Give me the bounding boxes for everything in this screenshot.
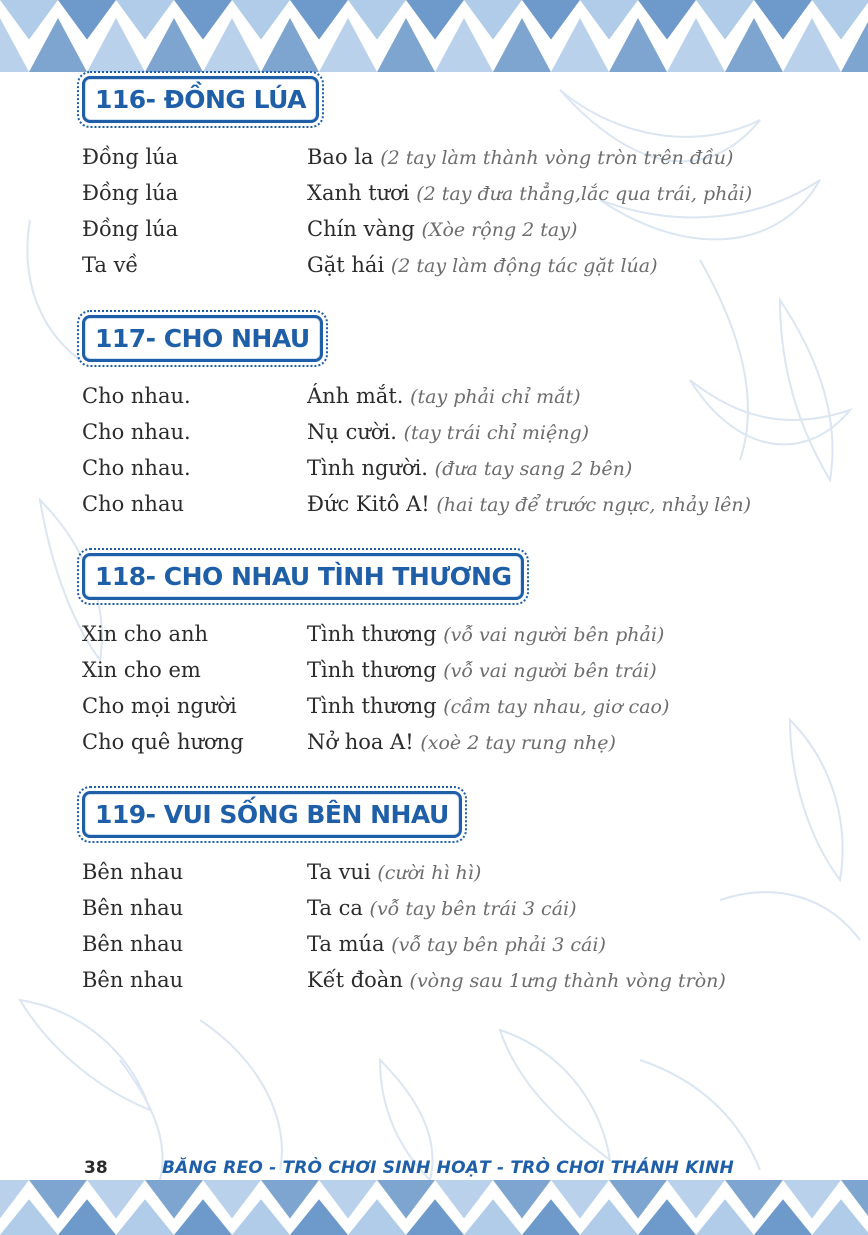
gesture-instruction: (tay trái chỉ miệng) (403, 422, 590, 444)
gesture-instruction: (cười hì hì) (377, 862, 482, 884)
verse-list (82, 145, 822, 289)
section-heading-box (82, 76, 319, 123)
verse-row (82, 730, 822, 766)
book-title: BĂNG REO - TRÒ CHƠI SINH HOẠT - TRÒ CHƠI THÁNH KINH (162, 1158, 734, 1178)
verse-response (307, 896, 577, 920)
border-triangle (174, 0, 232, 40)
verse-list (82, 384, 822, 528)
section-heading-box (82, 791, 462, 838)
response-text: Đức Kitô A! (307, 492, 437, 516)
border-triangle (638, 0, 696, 40)
verse-row (82, 420, 822, 456)
verse-response (307, 181, 752, 205)
verse-row (82, 622, 822, 658)
verse-row (82, 456, 822, 492)
verse-call: Bên nhau (82, 932, 184, 956)
verse-call: Cho mọi người (82, 694, 237, 718)
verse-response (307, 253, 658, 277)
verse-call: Bên nhau (82, 968, 184, 992)
verse-list (82, 860, 822, 1004)
response-text: Ta vui (307, 860, 378, 884)
response-text: Kết đoàn (307, 968, 410, 992)
verse-row (82, 217, 822, 253)
response-text: Tình thương (307, 694, 444, 718)
response-text: Tình người. (307, 456, 435, 480)
page-footer (84, 1153, 824, 1183)
verse-response (307, 932, 606, 956)
verse-row (82, 860, 822, 896)
response-text: Chín vàng (307, 217, 422, 241)
response-text: Bao la (307, 145, 381, 169)
section-heading: 119- VUI SỐNG BÊN NHAU (95, 800, 449, 829)
gesture-instruction: (vỗ tay bên phải 3 cái) (391, 934, 606, 956)
border-triangle (58, 0, 116, 40)
response-text: Ta ca (307, 896, 370, 920)
verse-row (82, 492, 822, 528)
response-text: Nở hoa A! (307, 730, 421, 754)
response-text: Nụ cười. (307, 420, 404, 444)
gesture-instruction: (2 tay làm động tác gặt lúa) (390, 255, 658, 277)
border-triangle (290, 0, 348, 40)
verse-row (82, 384, 822, 420)
verse-call: Đồng lúa (82, 181, 179, 205)
verse-row (82, 181, 822, 217)
verse-call: Bên nhau (82, 860, 184, 884)
section-heading: 116- ĐỒNG LÚA (95, 85, 307, 114)
verse-row (82, 658, 822, 694)
verse-row (82, 932, 822, 968)
border-triangle (116, 0, 174, 40)
section-118 (82, 553, 822, 766)
verse-row (82, 694, 822, 730)
response-text: Tình thương (307, 658, 444, 682)
verse-response (307, 968, 726, 992)
verse-call: Cho nhau. (82, 456, 191, 480)
verse-response (307, 456, 632, 480)
border-triangle (0, 0, 58, 40)
verse-response (307, 860, 481, 884)
section-119 (82, 791, 822, 1004)
gesture-instruction: (cầm tay nhau, giơ cao) (443, 696, 670, 718)
verse-response (307, 658, 657, 682)
section-heading-box (82, 315, 323, 362)
response-text: Gặt hái (307, 253, 391, 277)
gesture-instruction: (vòng sau 1ưng thành vòng tròn) (409, 970, 726, 992)
verse-response (307, 145, 733, 169)
section-heading-box (82, 553, 524, 600)
verse-row (82, 968, 822, 1004)
verse-response (307, 217, 577, 241)
gesture-instruction: (tay phải chỉ mắt) (410, 386, 581, 408)
gesture-instruction: (xoè 2 tay rung nhẹ) (420, 732, 616, 754)
verse-call: Cho nhau (82, 492, 185, 516)
verse-response (307, 730, 616, 754)
verse-call: Cho nhau. (82, 420, 191, 444)
border-triangle (464, 0, 522, 40)
response-text: Tình thương (307, 622, 444, 646)
bottom-triangle-border (0, 1180, 868, 1235)
verse-call: Xin cho em (82, 658, 201, 682)
verse-call: Cho nhau. (82, 384, 191, 408)
section-heading: 117- CHO NHAU (95, 324, 310, 353)
verse-row (82, 145, 822, 181)
verse-response (307, 492, 751, 516)
verse-response (307, 420, 589, 444)
gesture-instruction: (hai tay để trước ngực, nhảy lên) (436, 494, 752, 516)
verse-call: Ta về (82, 253, 139, 277)
page-number: 38 (84, 1158, 108, 1178)
response-text: Ánh mắt. (307, 384, 411, 408)
border-triangle (348, 0, 406, 40)
top-triangle-border (0, 0, 868, 72)
verse-call: Xin cho anh (82, 622, 209, 646)
gesture-instruction: (vỗ tay bên trái 3 cái) (369, 898, 577, 920)
gesture-instruction: (vỗ vai người bên phải) (443, 624, 665, 646)
response-text: Ta múa (307, 932, 392, 956)
border-triangle (406, 0, 464, 40)
gesture-instruction: (2 tay làm thành vòng tròn trên đầu) (380, 147, 734, 169)
verse-call: Đồng lúa (82, 145, 179, 169)
verse-response (307, 384, 581, 408)
border-triangle (696, 0, 754, 40)
response-text: Xanh tươi (307, 181, 417, 205)
border-triangle (232, 0, 290, 40)
verse-row (82, 896, 822, 932)
section-116 (82, 76, 822, 289)
gesture-instruction: (đưa tay sang 2 bên) (434, 458, 633, 480)
verse-call: Bên nhau (82, 896, 184, 920)
gesture-instruction: (Xòe rộng 2 tay) (421, 219, 578, 241)
verse-row (82, 253, 822, 289)
verse-list (82, 622, 822, 766)
section-heading: 118- CHO NHAU TÌNH THƯƠNG (95, 562, 512, 591)
verse-call: Đồng lúa (82, 217, 179, 241)
border-triangle (522, 0, 580, 40)
border-triangle (754, 0, 812, 40)
verse-response (307, 694, 669, 718)
section-117 (82, 315, 822, 528)
verse-call: Cho quê hương (82, 730, 244, 754)
gesture-instruction: (2 tay đưa thẳng,lắc qua trái, phải) (416, 183, 753, 205)
verse-response (307, 622, 664, 646)
gesture-instruction: (vỗ vai người bên trái) (443, 660, 657, 682)
border-triangle (580, 0, 638, 40)
